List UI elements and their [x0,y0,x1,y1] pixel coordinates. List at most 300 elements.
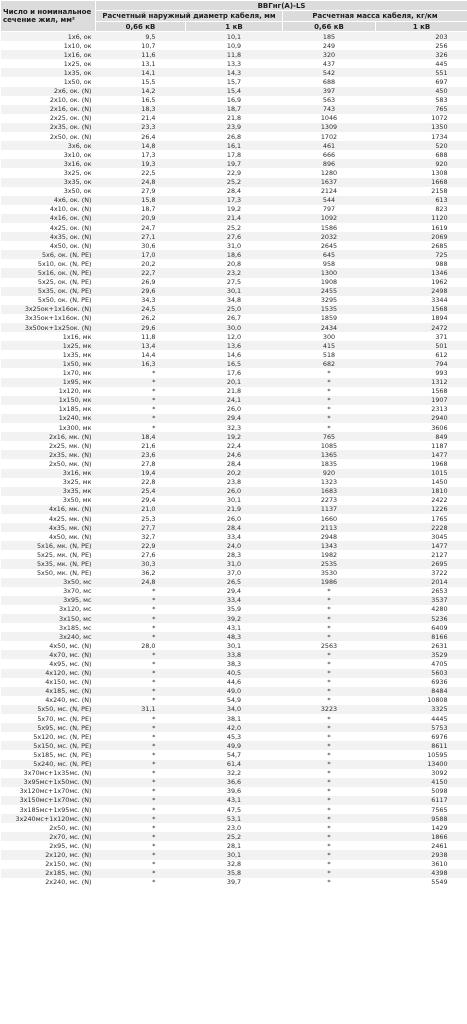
diameter-1kv-cell: 44,6 [186,678,283,687]
diameter-1kv-cell: 45,3 [186,732,283,741]
mass-066-cell: 2535 [283,559,376,568]
diameter-066-cell: * [96,832,186,841]
diameter-1kv-cell: 13,3 [186,59,283,68]
mass-066-cell: 1859 [283,314,376,323]
table-row [1,487,467,496]
conductor-cell: 2х10, ок. (N) [1,96,96,105]
mass-066-cell: 3530 [283,569,376,578]
table-row [1,678,467,687]
table-row [1,387,467,396]
conductor-cell: 4х25, ок. (N) [1,223,96,232]
mass-1kv-cell: 1866 [376,832,467,841]
mass-066-cell: 2124 [283,187,376,196]
diameter-066-cell: 29,4 [96,496,186,505]
mass-1kv-cell: 1350 [376,123,467,132]
diameter-066-cell: 13,4 [96,341,186,350]
mass-1kv-cell: 4398 [376,869,467,878]
mass-066-cell: 1365 [283,450,376,459]
mass-1kv-cell: 3529 [376,650,467,659]
diameter-066-cell: * [96,760,186,769]
diameter-066-cell: * [96,623,186,632]
conductor-cell: 5х35, ок. (N, PE) [1,287,96,296]
conductor-cell: 3х16, ок [1,159,96,168]
conductor-cell: 1х300, мк [1,423,96,432]
table-row [1,278,467,287]
table-row [1,732,467,741]
mass-066-cell: 1908 [283,278,376,287]
diameter-1kv-cell: 43,1 [186,796,283,805]
diameter-066-cell: 21,4 [96,114,186,123]
conductor-cell: 2х185, мс. (N) [1,869,96,878]
conductor-cell: 5х25, ок. (N, PE) [1,278,96,287]
diameter-1kv-cell: 42,0 [186,723,283,732]
mass-066-cell: 688 [283,77,376,86]
diameter-066-cell: 13,1 [96,59,186,68]
mass-1kv-cell: 688 [376,150,467,159]
mass-066-cell: 397 [283,87,376,96]
mass-066-cell: 563 [283,96,376,105]
table-row [1,496,467,505]
diameter-1kv-cell: 31,0 [186,559,283,568]
diameter-1kv-cell: 24,0 [186,541,283,550]
mass-066-cell: * [283,869,376,878]
diameter-066-cell: 21,0 [96,505,186,514]
mass-1kv-cell: 3092 [376,769,467,778]
table-row [1,705,467,714]
diameter-1kv-cell: 29,4 [186,414,283,423]
diameter-voltage-low: 0,66 кВ [96,22,186,32]
conductor-cell: 2х25, ок. (N) [1,114,96,123]
diameter-1kv-cell: 35,9 [186,605,283,614]
mass-066-cell: 682 [283,359,376,368]
conductor-cell: 3х10, ок [1,150,96,159]
mass-1kv-cell: 3045 [376,532,467,541]
diameter-1kv-cell: 30,1 [186,850,283,859]
diameter-1kv-cell: 22,9 [186,168,283,177]
mass-066-cell: * [283,814,376,823]
mass-1kv-cell: 4280 [376,605,467,614]
mass-1kv-cell: 2472 [376,323,467,332]
table-row [1,423,467,432]
mass-1kv-cell: 2695 [376,559,467,568]
diameter-1kv-cell: 16,5 [186,359,283,368]
mass-066-cell: 797 [283,205,376,214]
mass-066-cell: * [283,860,376,869]
mass-1kv-cell: 2158 [376,187,467,196]
mass-066-cell: 2563 [283,641,376,650]
mass-066-cell: 544 [283,196,376,205]
table-row [1,578,467,587]
mass-066-cell: * [283,832,376,841]
table-row [1,441,467,450]
diameter-066-cell: 18,7 [96,205,186,214]
mass-066-cell: 1046 [283,114,376,123]
diameter-066-cell: 24,8 [96,578,186,587]
table-row [1,378,467,387]
conductor-cell: 4х50, мс. (N) [1,641,96,650]
mass-1kv-cell: 6976 [376,732,467,741]
mass-1kv-cell: 2653 [376,587,467,596]
table-row [1,605,467,614]
diameter-1kv-cell: 38,3 [186,659,283,668]
diameter-066-cell: 21,6 [96,441,186,450]
conductor-cell: 3х240мс+1х120мс. (N) [1,814,96,823]
table-row [1,268,467,277]
mass-1kv-cell: 371 [376,332,467,341]
diameter-1kv-cell: 27,6 [186,232,283,241]
mass-066-cell: 249 [283,41,376,50]
conductor-cell: 5х95, мс. (N, PE) [1,723,96,732]
diameter-1kv-cell: 53,1 [186,814,283,823]
conductor-cell: 1х185, мк [1,405,96,414]
diameter-066-cell: 20,2 [96,259,186,268]
table-row [1,187,467,196]
mass-066-cell: 1835 [283,459,376,468]
diameter-1kv-cell: 26,8 [186,132,283,141]
diameter-066-cell: * [96,669,186,678]
conductor-cell: 3х35, мк [1,487,96,496]
mass-1kv-cell: 612 [376,350,467,359]
mass-1kv-cell: 2461 [376,841,467,850]
table-row [1,350,467,359]
table-row [1,259,467,268]
diameter-066-cell: * [96,841,186,850]
mass-1kv-cell: 445 [376,59,467,68]
table-row [1,723,467,732]
table-row [1,250,467,259]
table-row [1,541,467,550]
diameter-1kv-cell: 36,6 [186,778,283,787]
conductor-cell: 3х95, мс [1,596,96,605]
mass-1kv-cell: 4445 [376,714,467,723]
diameter-1kv-cell: 49,0 [186,687,283,696]
mass-1kv-cell: 725 [376,250,467,259]
table-row [1,687,467,696]
mass-066-cell: * [283,678,376,687]
conductor-cell: 4х185, мс. (N) [1,687,96,696]
mass-066-cell: 2273 [283,496,376,505]
conductor-cell: 4х35, мк. (N) [1,523,96,532]
table-body [1,32,467,887]
mass-066-cell: 1309 [283,123,376,132]
mass-066-cell: * [283,760,376,769]
mass-1kv-cell: 1015 [376,469,467,478]
diameter-1kv-cell: 39,2 [186,614,283,623]
mass-1kv-cell: 1894 [376,314,467,323]
conductor-cell: 3х70, мс [1,587,96,596]
table-row [1,114,467,123]
diameter-066-cell: 29,6 [96,323,186,332]
table-row [1,96,467,105]
conductor-cell: 3х120мс+1х70мс. (N) [1,787,96,796]
table-row [1,532,467,541]
table-row [1,68,467,77]
diameter-1kv-cell: 27,5 [186,278,283,287]
mass-1kv-cell: 1765 [376,514,467,523]
diameter-1kv-cell: 32,3 [186,423,283,432]
table-row [1,159,467,168]
conductor-cell: 5х10, ок. (N, PE) [1,259,96,268]
table-row [1,741,467,750]
diameter-1kv-cell: 61,4 [186,760,283,769]
diameter-066-cell: * [96,405,186,414]
mass-066-cell: 743 [283,105,376,114]
diameter-1kv-cell: 18,6 [186,250,283,259]
diameter-1kv-cell: 23,9 [186,123,283,132]
diameter-066-cell: 18,3 [96,105,186,114]
conductor-cell: 1х50, мк [1,359,96,368]
table-row [1,432,467,441]
diameter-066-cell: * [96,650,186,659]
mass-066-cell: 1586 [283,223,376,232]
table-row [1,41,467,50]
table-row [1,614,467,623]
conductor-cell: 3х240, мс [1,632,96,641]
conductor-cell: 5х120, мс. (N, PE) [1,732,96,741]
diameter-066-cell: * [96,787,186,796]
diameter-066-cell: * [96,387,186,396]
diameter-066-cell: 14,4 [96,350,186,359]
mass-1kv-cell: 823 [376,205,467,214]
mass-066-cell: 2113 [283,523,376,532]
table-row [1,59,467,68]
mass-1kv-cell: 501 [376,341,467,350]
table-row [1,141,467,150]
diameter-066-cell: 14,2 [96,87,186,96]
table-row [1,87,467,96]
mass-1kv-cell: 3537 [376,596,467,605]
conductor-cell: 3х150мс+1х70мс. (N) [1,796,96,805]
table-row [1,696,467,705]
diameter-1kv-cell: 35,8 [186,869,283,878]
conductor-cell: 4х50, ок. (N) [1,241,96,250]
table-row [1,123,467,132]
conductor-cell: 1х95, мк [1,378,96,387]
diameter-1kv-cell: 20,8 [186,259,283,268]
diameter-066-cell: * [96,723,186,732]
table-row [1,287,467,296]
table-row [1,714,467,723]
diameter-1kv-cell: 38,1 [186,714,283,723]
conductor-cell: 1х35, мк [1,350,96,359]
diameter-066-cell: * [96,423,186,432]
mass-1kv-cell: 3325 [376,705,467,714]
table-header [1,1,467,32]
mass-066-cell: 1343 [283,541,376,550]
diameter-1kv-cell: 23,0 [186,823,283,832]
mass-066-cell: 2645 [283,241,376,250]
diameter-1kv-cell: 28,3 [186,550,283,559]
mass-066-cell: * [283,796,376,805]
diameter-1kv-cell: 39,6 [186,787,283,796]
table-row [1,832,467,841]
mass-066-cell: 437 [283,59,376,68]
diameter-066-cell: * [96,769,186,778]
mass-066-cell: 2948 [283,532,376,541]
mass-066-cell: 2032 [283,232,376,241]
table-row [1,587,467,596]
diameter-1kv-cell: 28,4 [186,187,283,196]
mass-1kv-cell: 5549 [376,878,467,887]
mass-066-cell: * [283,378,376,387]
conductor-cell: 5х25, мк. (N, PE) [1,550,96,559]
table-row [1,459,467,468]
table-row [1,823,467,832]
mass-066-cell: 765 [283,432,376,441]
mass-1kv-cell: 849 [376,432,467,441]
mass-066-cell: * [283,787,376,796]
mass-066-cell: 3295 [283,296,376,305]
diameter-066-cell: * [96,732,186,741]
mass-1kv-cell: 9588 [376,814,467,823]
diameter-1kv-cell: 26,0 [186,405,283,414]
mass-066-cell: * [283,841,376,850]
table-row [1,641,467,650]
mass-066-cell: 645 [283,250,376,259]
conductor-cell: 2х240, мс. (N) [1,878,96,887]
table-row [1,368,467,377]
conductor-column-header: Число и номинальное сечение жил, мм² [1,1,96,32]
mass-1kv-cell: 6936 [376,678,467,687]
diameter-066-cell: 22,7 [96,268,186,277]
conductor-cell: 3х50, мс [1,578,96,587]
mass-1kv-cell: 1312 [376,378,467,387]
table-row [1,569,467,578]
table-row [1,559,467,568]
diameter-066-cell: 17,0 [96,250,186,259]
mass-1kv-cell: 697 [376,77,467,86]
mass-1kv-cell: 5603 [376,669,467,678]
diameter-1kv-cell: 26,0 [186,514,283,523]
mass-1kv-cell: 5753 [376,723,467,732]
diameter-1kv-cell: 21,8 [186,114,283,123]
mass-1kv-cell: 1477 [376,450,467,459]
mass-066-cell: 1982 [283,550,376,559]
diameter-1kv-cell: 28,4 [186,459,283,468]
table-row [1,50,467,59]
diameter-066-cell: 10,7 [96,41,186,50]
mass-066-cell: 2434 [283,323,376,332]
table-row [1,341,467,350]
diameter-066-cell: * [96,750,186,759]
conductor-cell: 2х50, мс. (N) [1,823,96,832]
diameter-066-cell: 14,1 [96,68,186,77]
table-row [1,323,467,332]
conductor-cell: 3х25, мк [1,478,96,487]
mass-066-cell: 542 [283,68,376,77]
mass-1kv-cell: 1568 [376,305,467,314]
diameter-066-cell: * [96,368,186,377]
mass-1kv-cell: 988 [376,259,467,268]
mass-066-cell: * [283,769,376,778]
diameter-1kv-cell: 23,2 [186,268,283,277]
conductor-cell: 3х16, мк [1,469,96,478]
conductor-cell: 1х50, ок [1,77,96,86]
mass-066-cell: * [283,368,376,377]
diameter-066-cell: 27,6 [96,550,186,559]
diameter-1kv-cell: 20,2 [186,469,283,478]
mass-066-cell: * [283,659,376,668]
mass-066-cell: 1702 [283,132,376,141]
conductor-cell: 4х16, мк. (N) [1,505,96,514]
mass-1kv-cell: 8166 [376,632,467,641]
mass-1kv-cell: 1226 [376,505,467,514]
mass-1kv-cell: 1477 [376,541,467,550]
table-row [1,196,467,205]
mass-066-cell: 1300 [283,268,376,277]
diameter-066-cell: 16,3 [96,359,186,368]
table-row [1,469,467,478]
mass-voltage-high: 1 кВ [376,22,467,32]
conductor-cell: 5х16, мк. (N, PE) [1,541,96,550]
diameter-1kv-cell: 54,7 [186,750,283,759]
table-row [1,359,467,368]
conductor-cell: 3х120, мс [1,605,96,614]
mass-1kv-cell: 1120 [376,214,467,223]
conductor-cell: 2х16, мк. (N) [1,432,96,441]
conductor-cell: 3х50, мк [1,496,96,505]
mass-1kv-cell: 10595 [376,750,467,759]
diameter-1kv-cell: 26,5 [186,578,283,587]
mass-1kv-cell: 3344 [376,296,467,305]
mass-066-cell: 958 [283,259,376,268]
diameter-1kv-cell: 21,9 [186,505,283,514]
mass-1kv-cell: 8611 [376,741,467,750]
diameter-066-cell: 31,1 [96,705,186,714]
mass-066-cell: 1660 [283,514,376,523]
mass-1kv-cell: 7565 [376,805,467,814]
mass-1kv-cell: 2228 [376,523,467,532]
diameter-066-cell: 19,4 [96,469,186,478]
table-row [1,596,467,605]
mass-1kv-cell: 203 [376,32,467,42]
conductor-cell: 3х50ок+1х25ок. (N) [1,323,96,332]
diameter-1kv-cell: 10,9 [186,41,283,50]
diameter-066-cell: 26,2 [96,314,186,323]
conductor-cell: 1х10, ок [1,41,96,50]
diameter-066-cell: 34,3 [96,296,186,305]
mass-1kv-cell: 551 [376,68,467,77]
diameter-066-cell: * [96,850,186,859]
table-row [1,523,467,532]
mass-066-cell: 1637 [283,178,376,187]
table-row [1,396,467,405]
mass-066-cell: 920 [283,469,376,478]
mass-1kv-cell: 1308 [376,168,467,177]
diameter-1kv-cell: 28,4 [186,523,283,532]
mass-066-cell: * [283,596,376,605]
diameter-066-cell: 14,8 [96,141,186,150]
conductor-cell: 3х35, ок [1,178,96,187]
diameter-1kv-cell: 23,8 [186,478,283,487]
mass-066-cell: * [283,723,376,732]
table-row [1,860,467,869]
mass-066-cell: * [283,632,376,641]
conductor-cell: 3х95мс+1х50мс. (N) [1,778,96,787]
diameter-066-cell: * [96,814,186,823]
table-row [1,514,467,523]
mass-066-cell: * [283,614,376,623]
mass-1kv-cell: 1734 [376,132,467,141]
diameter-066-cell: * [96,632,186,641]
conductor-cell: 2х50, мк. (N) [1,459,96,468]
diameter-066-cell: 25,4 [96,487,186,496]
mass-1kv-cell: 1619 [376,223,467,232]
mass-066-cell: * [283,423,376,432]
table-row [1,332,467,341]
mass-066-cell: 3223 [283,705,376,714]
mass-1kv-cell: 3606 [376,423,467,432]
